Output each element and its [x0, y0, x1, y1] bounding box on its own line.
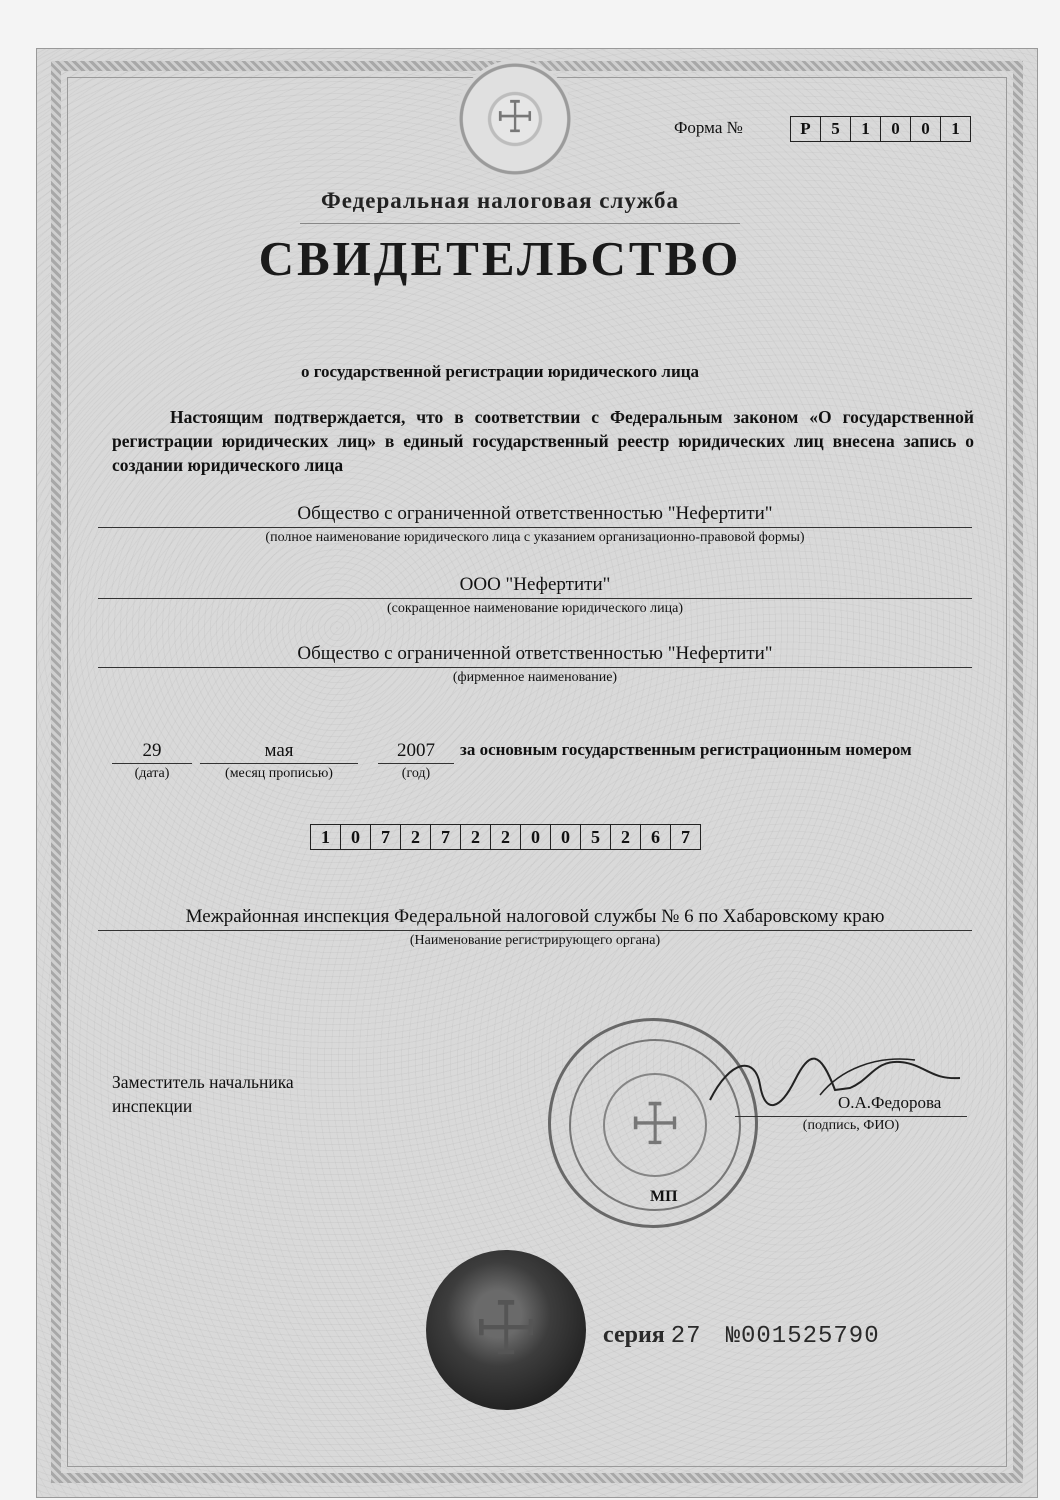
series-label: серия: [603, 1322, 665, 1348]
short-name-line: [98, 598, 972, 599]
day-caption: (дата): [134, 766, 170, 781]
registration-number-text: за основным государственным регистрационным номером: [460, 740, 912, 759]
year-line: [378, 763, 454, 764]
signature-caption: (подпись, ФИО): [802, 1118, 900, 1133]
day-line: [112, 763, 192, 764]
fns-emblem-icon: ☩: [456, 60, 574, 178]
ogrn-digit-cell: 2: [460, 825, 490, 849]
ogrn-digit-cell: 5: [580, 825, 610, 849]
firm-name-value: Общество с ограниченной ответственностью "Нефертити": [297, 643, 773, 664]
ogrn-digit-cell: 6: [640, 825, 670, 849]
signer-position: [112, 1070, 294, 1118]
full-name-line: [98, 527, 972, 528]
signer-position-line2: инспекции: [112, 1096, 193, 1116]
full-name-caption: (полное наименование юридического лица с указанием организационно-правовой формы): [265, 530, 805, 545]
authority-line: [98, 930, 972, 931]
month-line: [200, 763, 358, 764]
form-code-cell: Р: [800, 119, 811, 138]
form-code-cell: 0: [880, 117, 910, 141]
full-name-value: Общество с ограниченной ответственностью "Нефертити": [297, 503, 773, 524]
signer-position-line1: Заместитель начальника: [112, 1072, 294, 1092]
form-code-cell: 0: [910, 117, 940, 141]
ogrn-digit-cell: 7: [430, 825, 460, 849]
ogrn-digit-cell: 2: [400, 825, 430, 849]
stamp-place-label: МП: [650, 1188, 678, 1205]
ogrn-digit-cell: 0: [550, 825, 580, 849]
ogrn-digit-cell: 1: [321, 827, 330, 847]
registration-day: 29: [142, 740, 162, 761]
registration-month: мая: [264, 740, 294, 761]
agency-underline: [300, 223, 740, 224]
signer-name: О.А.Федорова: [838, 1093, 942, 1112]
ogrn-digit-cell: 0: [520, 825, 550, 849]
ogrn-digit-cell: 0: [340, 825, 370, 849]
ogrn-digit-cell: 7: [670, 825, 700, 849]
ogrn-digit-cell: 2: [490, 825, 520, 849]
form-code-cell: 1: [940, 117, 970, 141]
form-number-boxes: [790, 116, 971, 142]
form-code-cell: 5: [820, 117, 850, 141]
double-headed-eagle-icon: ☩: [472, 1289, 540, 1371]
firm-name-line: [98, 667, 972, 668]
short-name-caption: (сокращенное наименование юридического лица): [386, 601, 684, 616]
short-name-value: ООО "Нефертити": [459, 574, 611, 595]
series-code: 27: [670, 1323, 702, 1350]
document-title: СВИДЕТЕЛЬСТВО: [258, 231, 742, 286]
firm-name-caption: (фирменное наименование): [452, 670, 618, 685]
month-caption: (месяц прописью): [225, 766, 333, 781]
ogrn-digit-cell: 2: [610, 825, 640, 849]
agency-name: Федеральная налоговая служба: [321, 188, 679, 213]
hologram-seal: [426, 1250, 586, 1410]
document-subtitle: о государственной регистрации юридического лица: [300, 362, 700, 381]
year-caption: (год): [401, 766, 431, 781]
form-code-cell: 1: [850, 117, 880, 141]
certificate-number: №001525790: [725, 1323, 880, 1350]
authority-value: Межрайонная инспекция Федеральной налоговой службы № 6 по Хабаровскому краю: [185, 906, 885, 927]
ogrn-digit-cell: 7: [370, 825, 400, 849]
ogrn-number-boxes: [310, 824, 701, 850]
certification-statement: Настоящим подтверждается, что в соответствии с Федеральным законом «О государственной регистрации юридических лиц» в единый государственный реестр юридических лиц внесена запись о создании юридического лица: [112, 407, 974, 475]
signature-line: [735, 1116, 967, 1117]
form-number-label: Форма №: [674, 118, 743, 137]
eagle-icon: ☩: [603, 1073, 707, 1177]
authority-caption: (Наименование регистрирующего органа): [409, 933, 661, 948]
series-block: [603, 1322, 880, 1350]
registration-year: 2007: [397, 740, 435, 761]
